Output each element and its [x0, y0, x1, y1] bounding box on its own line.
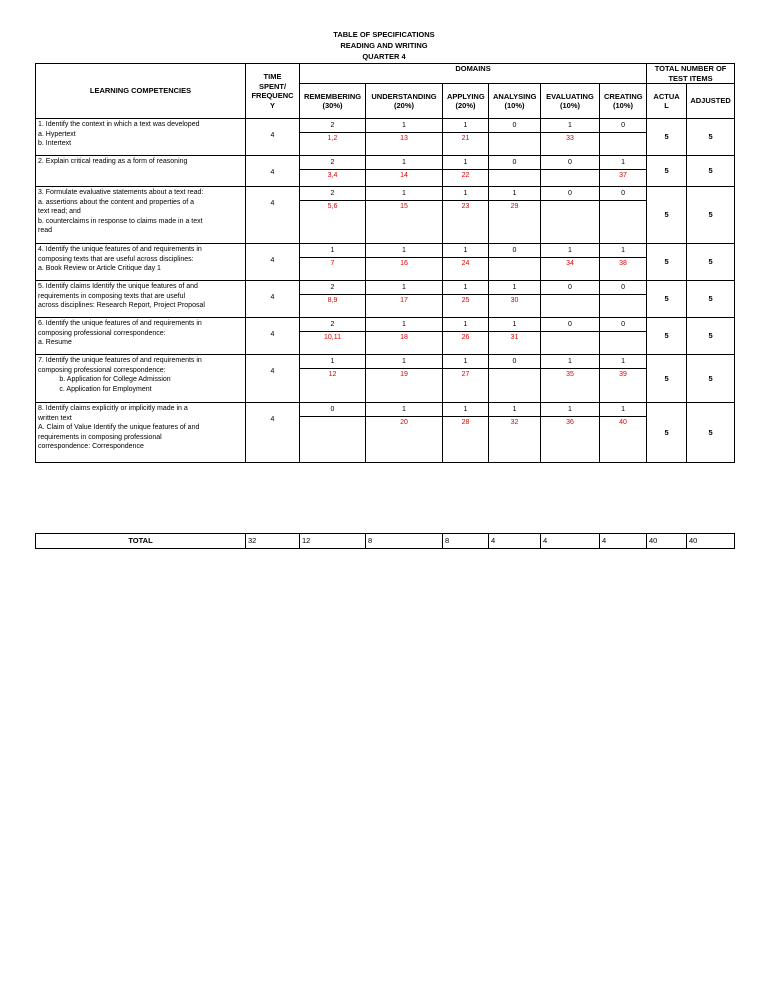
understanding-item-numbers: 18 — [366, 332, 443, 355]
remembering-item-numbers: 12 — [300, 369, 366, 403]
time-spent-cell: 4 — [246, 119, 300, 156]
creating-count: 0 — [600, 281, 647, 295]
actual-items-cell: 5 — [647, 403, 687, 463]
creating-count: 0 — [600, 318, 647, 332]
analysing-item-numbers — [489, 170, 541, 187]
remembering-item-numbers: 5,6 — [300, 201, 366, 244]
remembering-item-numbers: 7 — [300, 258, 366, 281]
competency-line: a. assertions about the content and properties of a — [38, 198, 195, 206]
creating-item-numbers — [600, 332, 647, 355]
remembering-item-numbers: 8,9 — [300, 295, 366, 318]
competency-cell — [36, 355, 246, 403]
competency-line: a. Book Review or Article Critique day 1 — [38, 265, 161, 272]
adjusted-items-cell: 5 — [687, 156, 735, 187]
evaluating-item-numbers: 35 — [541, 369, 600, 403]
creating-count: 0 — [600, 187, 647, 201]
understanding-count: 1 — [366, 119, 443, 133]
evaluating-count: 0 — [541, 281, 600, 295]
time-spent-cell: 4 — [246, 281, 300, 318]
competency-line: 4. Identify the unique features of and requirements in — [38, 246, 202, 253]
competency-line: 1. Identify the context in which a text was developed — [38, 121, 200, 128]
adjusted-items-cell: 5 — [687, 187, 735, 244]
remembering-count: 2 — [300, 281, 366, 295]
understanding-count: 1 — [366, 187, 443, 201]
analysing-count: 0 — [489, 156, 541, 170]
creating-count: 1 — [600, 355, 647, 369]
competency-line: 7. Identify the unique features of and requirements in — [38, 357, 202, 364]
title-line-3: QUARTER 4 — [362, 52, 406, 61]
actual-items-cell: 5 — [647, 187, 687, 244]
adjusted-items-cell: 5 — [687, 355, 735, 403]
title-line-2: READING AND WRITING — [340, 41, 428, 50]
competency-line: composing texts that are useful across disciplines: — [38, 255, 194, 263]
analysing-count: 0 — [489, 355, 541, 369]
competency-cell — [36, 119, 246, 156]
totals-table — [35, 533, 735, 549]
applying-item-numbers: 28 — [443, 417, 489, 463]
competency-line: A. Claim of Value Identify the unique features of and — [38, 424, 200, 431]
competency-line: text read; and — [38, 208, 81, 215]
total-items-header: TOTAL NUMBER OF TEST ITEMS — [647, 64, 735, 84]
applying-item-numbers: 22 — [443, 170, 489, 187]
actual-header: ACTUA L — [647, 84, 687, 119]
applying-item-numbers: 24 — [443, 258, 489, 281]
creating-item-numbers: 39 — [600, 369, 647, 403]
applying-item-numbers: 26 — [443, 332, 489, 355]
understanding-count: 1 — [366, 403, 443, 417]
adjusted-items-cell: 5 — [687, 403, 735, 463]
evaluating-count: 1 — [541, 403, 600, 417]
analysing-count: 1 — [489, 403, 541, 417]
analysing-item-numbers — [489, 258, 541, 281]
total-actual: 40 — [647, 534, 687, 549]
understanding-count: 1 — [366, 244, 443, 258]
analysing-count: 1 — [489, 187, 541, 201]
creating-item-numbers — [600, 201, 647, 244]
competency-line: composing professional correspondence: — [38, 329, 166, 337]
analysing-item-numbers: 29 — [489, 201, 541, 244]
time-spent-cell: 4 — [246, 187, 300, 244]
applying-item-numbers: 25 — [443, 295, 489, 318]
time-spent-cell: 4 — [246, 403, 300, 463]
remembering-item-numbers: 1,2 — [300, 133, 366, 156]
understanding-item-numbers: 20 — [366, 417, 443, 463]
total-remembering: 12 — [300, 534, 366, 549]
evaluating-item-numbers — [541, 170, 600, 187]
competency-cell — [36, 403, 246, 463]
actual-items-cell: 5 — [647, 355, 687, 403]
actual-items-cell: 5 — [647, 119, 687, 156]
adjusted-items-cell: 5 — [687, 244, 735, 281]
applying-count: 1 — [443, 403, 489, 417]
evaluating-item-numbers — [541, 332, 600, 355]
understanding-item-numbers: 14 — [366, 170, 443, 187]
understanding-item-numbers: 16 — [366, 258, 443, 281]
remembering-count: 0 — [300, 403, 366, 417]
competency-cell — [36, 281, 246, 318]
understanding-count: 1 — [366, 318, 443, 332]
competency-line: b. Intertext — [38, 140, 72, 147]
evaluating-item-numbers: 34 — [541, 258, 600, 281]
understanding-item-numbers: 19 — [366, 369, 443, 403]
competencies-header: LEARNING COMPETENCIES — [36, 64, 246, 119]
evaluating-count: 1 — [541, 355, 600, 369]
actual-items-cell: 5 — [647, 244, 687, 281]
competency-line: 6. Identify the unique features of and requirements in — [38, 320, 202, 327]
competency-cell — [36, 318, 246, 355]
actual-items-cell: 5 — [647, 318, 687, 355]
applying-count: 1 — [443, 355, 489, 369]
remembering-count: 2 — [300, 156, 366, 170]
analysing-count: 1 — [489, 318, 541, 332]
analysing-header: ANALYSING (10%) — [489, 84, 541, 119]
evaluating-count: 1 — [541, 244, 600, 258]
total-applying: 8 — [443, 534, 489, 549]
specifications-table — [35, 63, 735, 463]
actual-items-cell: 5 — [647, 281, 687, 318]
remembering-header: REMEMBERING (30%) — [300, 84, 366, 119]
analysing-count: 1 — [489, 281, 541, 295]
evaluating-item-numbers: 36 — [541, 417, 600, 463]
applying-count: 1 — [443, 281, 489, 295]
remembering-count: 2 — [300, 119, 366, 133]
time-spent-cell: 4 — [246, 355, 300, 403]
title-line-1: TABLE OF SPECIFICATIONS — [333, 30, 435, 39]
evaluating-item-numbers — [541, 295, 600, 318]
competency-line: requirements in composing professional — [38, 433, 162, 441]
analysing-count: 0 — [489, 119, 541, 133]
total-evaluating: 4 — [541, 534, 600, 549]
time-spent-cell: 4 — [246, 244, 300, 281]
creating-item-numbers: 37 — [600, 170, 647, 187]
domains-header: DOMAINS — [300, 64, 647, 84]
competency-cell — [36, 244, 246, 281]
evaluating-item-numbers — [541, 201, 600, 244]
competency-line: a. Resume — [38, 339, 72, 346]
remembering-count: 2 — [300, 318, 366, 332]
analysing-item-numbers: 30 — [489, 295, 541, 318]
creating-header: CREATING (10%) — [600, 84, 647, 119]
evaluating-item-numbers: 33 — [541, 133, 600, 156]
competency-cell — [36, 156, 246, 187]
understanding-item-numbers: 13 — [366, 133, 443, 156]
adjusted-items-cell: 5 — [687, 318, 735, 355]
applying-header: APPLYING (20%) — [443, 84, 489, 119]
adjusted-items-cell: 5 — [687, 119, 735, 156]
total-creating: 4 — [600, 534, 647, 549]
applying-item-numbers: 27 — [443, 369, 489, 403]
remembering-item-numbers: 10,11 — [300, 332, 366, 355]
adjusted-header: ADJUSTED — [687, 84, 735, 119]
time-spent-cell: 4 — [246, 318, 300, 355]
competency-line: c. Application for Employment — [38, 385, 152, 393]
analysing-item-numbers: 32 — [489, 417, 541, 463]
remembering-count: 2 — [300, 187, 366, 201]
analysing-item-numbers — [489, 133, 541, 156]
total-adjusted: 40 — [687, 534, 735, 549]
total-label: TOTAL — [36, 534, 246, 549]
remembering-count: 1 — [300, 244, 366, 258]
competency-line: 2. Explain critical reading as a form of reasoning — [38, 158, 188, 165]
creating-count: 1 — [600, 156, 647, 170]
applying-count: 1 — [443, 156, 489, 170]
evaluating-header: EVALUATING (10%) — [541, 84, 600, 119]
applying-count: 1 — [443, 187, 489, 201]
evaluating-count: 0 — [541, 156, 600, 170]
creating-count: 1 — [600, 244, 647, 258]
time-spent-cell: 4 — [246, 156, 300, 187]
competency-line: 5. Identify claims Identify the unique features of and — [38, 283, 198, 290]
analysing-count: 0 — [489, 244, 541, 258]
creating-item-numbers — [600, 133, 647, 156]
creating-item-numbers: 38 — [600, 258, 647, 281]
competency-line: b. counterclaims in response to claims made in a text — [38, 217, 203, 225]
total-analysing: 4 — [489, 534, 541, 549]
competency-line: read — [38, 227, 53, 234]
total-time: 32 — [246, 534, 300, 549]
applying-count: 1 — [443, 318, 489, 332]
competency-line: 3. Formulate evaluative statements about a text read: — [38, 189, 204, 196]
competency-cell — [36, 187, 246, 244]
competency-line: 8. Identify claims explicitly or implicitly made in a — [38, 405, 188, 412]
analysing-item-numbers: 31 — [489, 332, 541, 355]
evaluating-count: 1 — [541, 119, 600, 133]
understanding-item-numbers: 15 — [366, 201, 443, 244]
remembering-item-numbers: 3,4 — [300, 170, 366, 187]
creating-item-numbers: 40 — [600, 417, 647, 463]
competency-line: composing professional correspondence: — [38, 366, 166, 374]
competency-line: written text — [38, 414, 72, 422]
competency-line: correspondence: Correspondence — [38, 443, 144, 450]
analysing-item-numbers — [489, 369, 541, 403]
understanding-count: 1 — [366, 281, 443, 295]
creating-count: 0 — [600, 119, 647, 133]
remembering-item-numbers — [300, 417, 366, 463]
evaluating-count: 0 — [541, 318, 600, 332]
total-understanding: 8 — [366, 534, 443, 549]
applying-item-numbers: 23 — [443, 201, 489, 244]
competency-line: across disciplines: Research Report, Project Proposal — [38, 302, 205, 309]
remembering-count: 1 — [300, 355, 366, 369]
competency-line: b. Application for College Admission — [38, 376, 171, 383]
time-spent-header: TIME SPENT/ FREQUENC Y — [246, 64, 300, 119]
applying-count: 1 — [443, 119, 489, 133]
adjusted-items-cell: 5 — [687, 281, 735, 318]
competency-line: a. Hypertext — [38, 130, 76, 138]
understanding-count: 1 — [366, 156, 443, 170]
competency-line: requirements in composing texts that are useful — [38, 292, 186, 300]
applying-count: 1 — [443, 244, 489, 258]
evaluating-count: 0 — [541, 187, 600, 201]
creating-count: 1 — [600, 403, 647, 417]
creating-item-numbers — [600, 295, 647, 318]
understanding-header: UNDERSTANDING (20%) — [366, 84, 443, 119]
understanding-item-numbers: 17 — [366, 295, 443, 318]
applying-item-numbers: 21 — [443, 133, 489, 156]
understanding-count: 1 — [366, 355, 443, 369]
actual-items-cell: 5 — [647, 156, 687, 187]
